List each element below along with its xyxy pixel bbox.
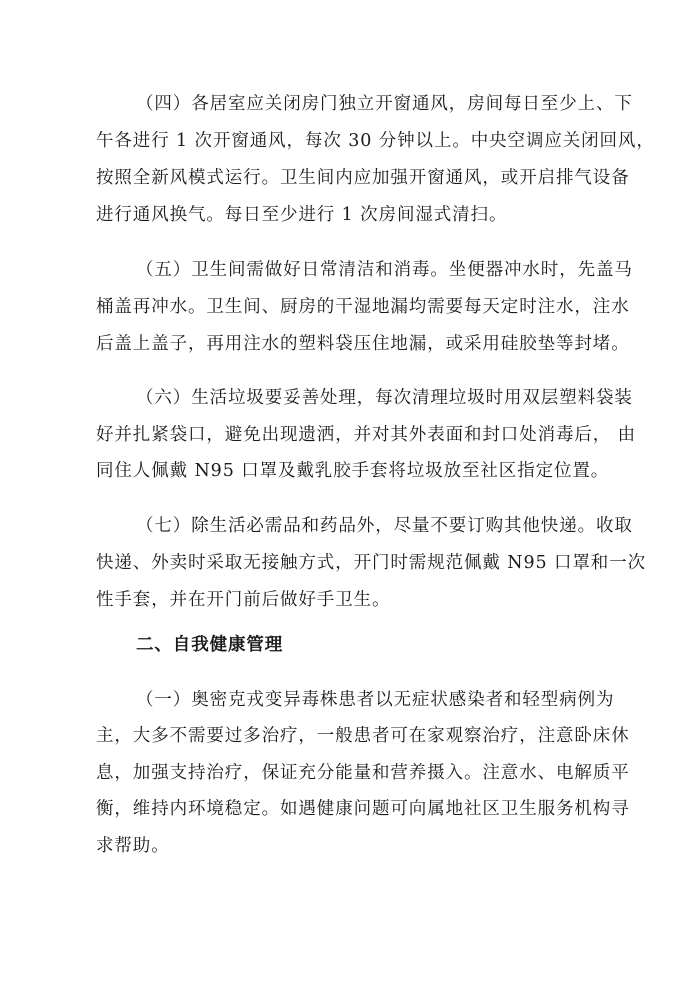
paragraph-line: 性手套，并在开门前后做好手卫生。 [96, 590, 391, 610]
paragraph-line: 进行通风换气。每日至少进行 1 次房间湿式清扫。 [96, 205, 508, 225]
paragraph-line: 衡，维持内环境稳定。如遇健康问题可向属地社区卫生服务机构寻 [96, 799, 630, 819]
paragraph-line: （一）奥密克戎变异毒株患者以无症状感染者和轻型病例为 [136, 690, 615, 710]
paragraph-line: 按照全新风模式运行。卫生间内应加强开窗通风，或开启排气设备 [96, 168, 630, 188]
paragraph-line: 同住人佩戴 N95 口罩及戴乳胶手套将垃圾放至社区指定位置。 [96, 461, 610, 481]
paragraph-line: 求帮助。 [96, 836, 170, 856]
paragraph-line: 主，大多不需要过多治疗，一般患者可在家观察治疗，注意卧床休 [96, 726, 630, 746]
paragraph-line: （七）除生活必需品和药品外，尽量不要订购其他快递。收取 [136, 516, 633, 536]
paragraph-line: （四）各居室应关闭房门独立开窗通风，房间每日至少上、下 [136, 94, 633, 114]
paragraph-line: 息，加强支持治疗，保证充分能量和营养摄入。注意水、电解质平 [96, 763, 630, 783]
paragraph-line: （五）卫生间需做好日常清洁和消毒。坐便器冲水时，先盖马 [136, 260, 633, 280]
section-heading: 二、自我健康管理 [136, 635, 284, 655]
paragraph-line: 桶盖再冲水。卫生间、厨房的干湿地漏均需要每天定时注水，注水 [96, 297, 630, 317]
paragraph-line: 好并扎紧袋口，避免出现遗洒，并对其外表面和封口处消毒后， 由 [96, 425, 637, 445]
paragraph-line: （六）生活垃圾要妥善处理，每次清理垃圾时用双层塑料袋装 [136, 388, 633, 408]
paragraph-line: 午各进行 1 次开窗通风，每次 30 分钟以上。中央空调应关闭回风， [96, 131, 655, 151]
paragraph-line: 快递、外卖时采取无接触方式，开门时需规范佩戴 N95 口罩和一次 [96, 553, 647, 573]
paragraph-line: 后盖上盖子，再用注水的塑料袋压住地漏，或采用硅胶垫等封堵。 [96, 334, 630, 354]
